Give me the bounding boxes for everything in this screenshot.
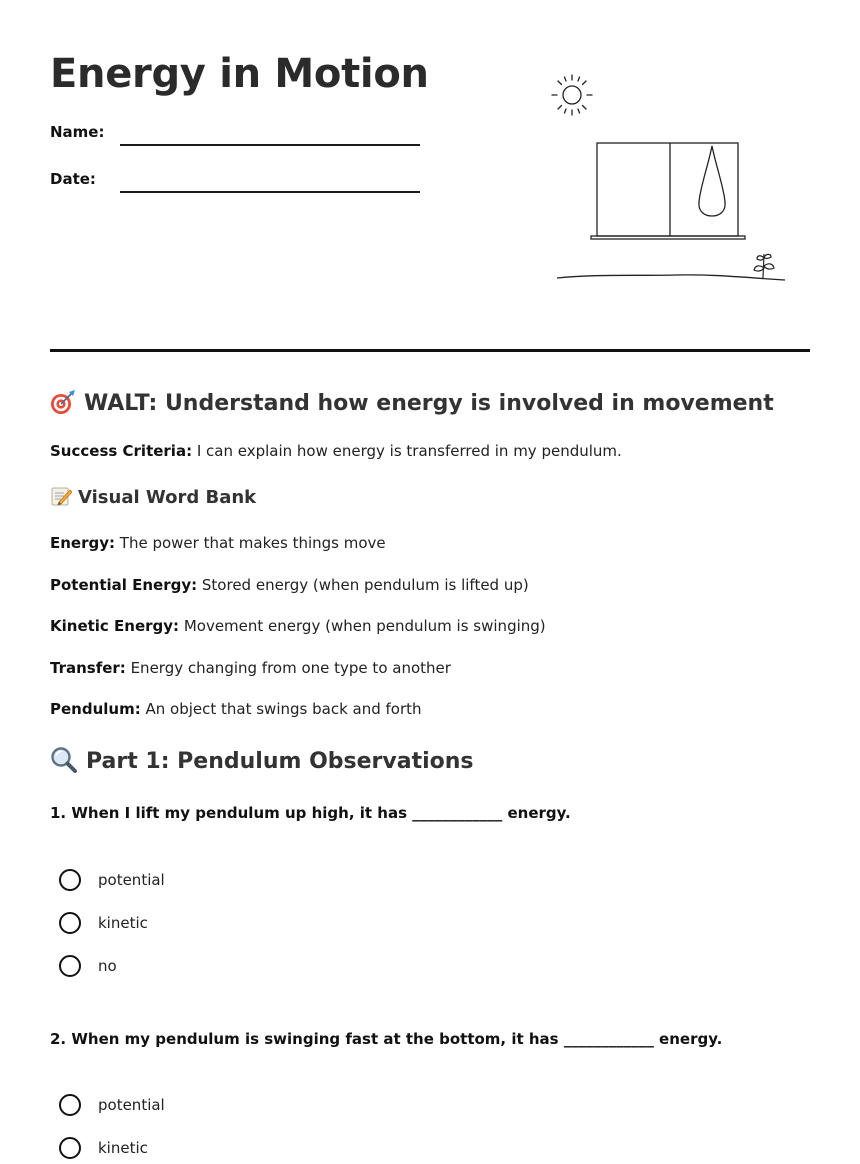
word-bank-item <box>50 533 386 553</box>
option-label: potential <box>98 871 165 889</box>
word-bank-heading <box>50 486 256 510</box>
name-field[interactable] <box>50 122 420 152</box>
magnifying-glass-icon <box>50 746 78 774</box>
date-line[interactable] <box>120 191 420 193</box>
sun-icon <box>552 75 592 115</box>
pendulum-drop-shape <box>699 146 725 216</box>
divider-rule <box>50 349 810 352</box>
word-bank-term: Energy: <box>50 534 116 552</box>
target-icon <box>50 389 76 415</box>
word-bank-item <box>50 658 451 678</box>
sprout-icon <box>754 254 774 278</box>
option-label: no <box>98 957 117 975</box>
word-bank-term: Transfer: <box>50 659 126 677</box>
window-frame <box>591 143 745 239</box>
option-label: potential <box>98 1096 165 1114</box>
part1-heading-text: Part 1: Pendulum Observations <box>86 749 474 774</box>
radio-button[interactable] <box>59 869 81 891</box>
name-label: Name: <box>50 123 105 141</box>
q2-option-potential[interactable] <box>59 1093 359 1121</box>
radio-button[interactable] <box>59 912 81 934</box>
success-criteria-text: I can explain how energy is transferred in my pendulum. <box>192 442 622 460</box>
word-bank-definition: An object that swings back and forth <box>140 700 422 718</box>
radio-button[interactable] <box>59 1094 81 1116</box>
name-line[interactable] <box>120 144 420 146</box>
part1-heading <box>50 747 474 777</box>
q2-option-kinetic[interactable] <box>59 1136 359 1164</box>
success-criteria <box>50 441 622 461</box>
word-bank-heading-text: Visual Word Bank <box>78 487 257 508</box>
q1-option-no[interactable] <box>59 954 359 982</box>
word-bank-item <box>50 699 422 719</box>
word-bank-definition: Movement energy (when pendulum is swinging) <box>179 617 546 635</box>
walt-heading <box>50 389 774 419</box>
date-label: Date: <box>50 170 96 188</box>
date-field[interactable] <box>50 169 420 199</box>
question-2: 2. When my pendulum is swinging fast at the bottom, it has ____________ energy. <box>50 1030 723 1048</box>
word-bank-item <box>50 575 529 595</box>
radio-button[interactable] <box>59 1137 81 1159</box>
question-1: 1. When I lift my pendulum up high, it has ____________ energy. <box>50 804 571 822</box>
ground-line <box>557 275 785 280</box>
success-criteria-label: Success Criteria: <box>50 442 193 460</box>
page-title: Energy in Motion <box>50 51 429 97</box>
walt-heading-text: WALT: Understand how energy is involved in movement <box>84 391 774 416</box>
word-bank-term: Potential Energy: <box>50 576 198 594</box>
q1-option-potential[interactable] <box>59 868 359 896</box>
word-bank-item <box>50 616 546 636</box>
word-bank-definition: The power that makes things move <box>115 534 386 552</box>
q1-option-kinetic[interactable] <box>59 911 359 939</box>
word-bank-term: Pendulum: <box>50 700 141 718</box>
window-pendulum-illustration <box>545 66 795 286</box>
word-bank-definition: Stored energy (when pendulum is lifted up) <box>197 576 529 594</box>
option-label: kinetic <box>98 914 148 932</box>
word-bank-definition: Energy changing from one type to another <box>125 659 451 677</box>
word-bank-term: Kinetic Energy: <box>50 617 180 635</box>
option-label: kinetic <box>98 1139 148 1157</box>
radio-button[interactable] <box>59 955 81 977</box>
memo-icon <box>50 485 72 507</box>
